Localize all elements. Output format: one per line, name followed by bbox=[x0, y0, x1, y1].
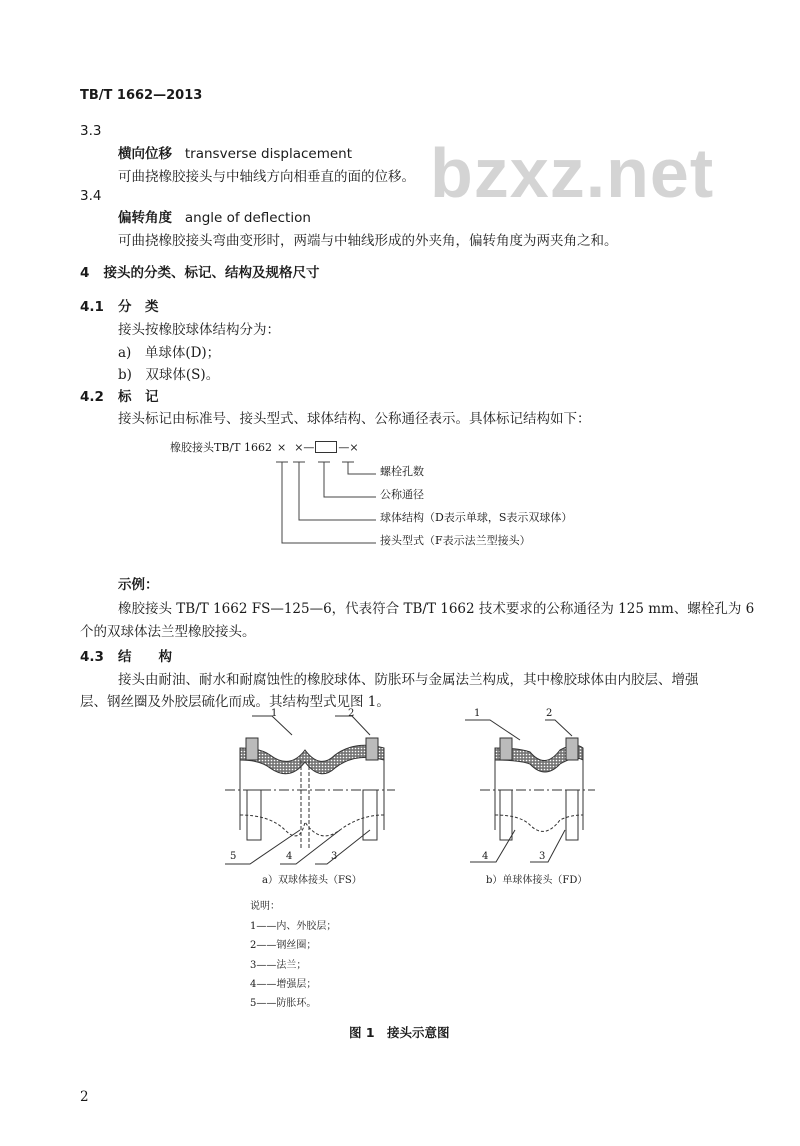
marking-x1: × bbox=[276, 440, 287, 454]
term-3-3 bbox=[118, 148, 352, 162]
section-title: 标 记 bbox=[118, 389, 159, 405]
definition-3-4: 可曲挠橡胶接头弯曲变形时，两端与中轴线形成的外夹角，偏转角度为两夹角之和。 bbox=[118, 233, 618, 249]
example-line: 橡胶接头 TB/T 1662 FS—125—6，代表符合 TB/T 1662 技术要求的公称通径为 125 mm、螺栓孔为 6 bbox=[118, 601, 755, 617]
callout-b-3: 3 bbox=[539, 851, 546, 862]
legend-item: 1——内、外胶层； bbox=[250, 921, 337, 932]
list-item: b) 双球体(S)。 bbox=[118, 367, 220, 383]
page-number: 2 bbox=[80, 1089, 89, 1105]
term-3-4 bbox=[118, 212, 311, 226]
callout-b-2: 2 bbox=[546, 708, 553, 719]
callout-a-1: 1 bbox=[271, 708, 278, 719]
watermark: bzxz.net bbox=[430, 134, 715, 212]
callout-a-3: 3 bbox=[331, 851, 338, 862]
legend-item: 3——法兰； bbox=[250, 960, 307, 971]
callout-a-4: 4 bbox=[286, 851, 293, 862]
marking-label-joint-type: 接头型式（F表示法兰型接头） bbox=[380, 534, 531, 547]
subcaption-b: b）单球体接头（FD） bbox=[486, 875, 588, 886]
callout-b-4: 4 bbox=[482, 851, 489, 862]
legend-item: 5——防胀环。 bbox=[250, 998, 317, 1009]
term-en: transverse displacement bbox=[184, 146, 353, 162]
callout-a-2: 2 bbox=[348, 708, 355, 719]
term-en: angle of deflection bbox=[184, 210, 311, 226]
section-4-3-heading bbox=[80, 651, 172, 665]
example-line: 个的双球体法兰型橡胶接头。 bbox=[80, 624, 256, 640]
term-cn: 偏转角度 bbox=[118, 210, 172, 226]
section-4-heading bbox=[80, 267, 320, 281]
section-title: 接头的分类、标记、结构及规格尺寸 bbox=[103, 265, 320, 281]
single-ball-joint-drawing bbox=[465, 720, 595, 862]
section-title: 分 类 bbox=[118, 299, 159, 315]
legend-item: 4——增强层； bbox=[250, 979, 317, 990]
marking-code-row bbox=[170, 441, 359, 453]
term-cn: 横向位移 bbox=[118, 146, 172, 162]
section-4-2-heading bbox=[80, 391, 159, 405]
marking-prefix: 橡胶接头TB/T 1662 bbox=[170, 440, 272, 454]
definition-3-3: 可曲挠橡胶接头与中轴线方向相垂直的面的位移。 bbox=[118, 169, 415, 185]
section-number: 4 bbox=[80, 265, 90, 281]
subcaption-a: a）双球体接头（FS） bbox=[262, 875, 362, 886]
example-label: 示例： bbox=[118, 577, 159, 593]
callout-b-1: 1 bbox=[474, 708, 481, 719]
structure-text: 层、钢丝圈及外胶层硫化而成。其结构型式见图 1。 bbox=[80, 694, 390, 710]
section-title: 结 构 bbox=[118, 649, 173, 665]
marking-intro: 接头标记由标准号、接头型式、球体结构、公称通径表示。具体标记结构如下： bbox=[118, 411, 591, 427]
legend-title: 说明： bbox=[250, 901, 280, 912]
legend-item: 2——钢丝圈； bbox=[250, 940, 317, 951]
marking-x2: ×— bbox=[294, 440, 315, 454]
figure-caption: 图 1 接头示意图 bbox=[349, 1025, 450, 1040]
structure-text: 接头由耐油、耐水和耐腐蚀性的橡胶球体、防胀环与金属法兰构成，其中橡胶球体由内胶层、增强 bbox=[118, 672, 699, 688]
callout-a-5: 5 bbox=[230, 851, 237, 862]
marking-label-nominal-diameter: 公称通径 bbox=[380, 488, 424, 501]
section-4-1-heading bbox=[80, 301, 159, 315]
section-3-3-number: 3.3 bbox=[80, 123, 102, 139]
section-3-4-number: 3.4 bbox=[80, 188, 102, 204]
marking-label-ball-structure: 球体结构（D表示单球，S表示双球体） bbox=[380, 511, 573, 524]
list-item: a) 单球体(D)； bbox=[118, 345, 221, 361]
section-number: 4.3 bbox=[80, 649, 104, 665]
page-header: TB/T 1662—2013 bbox=[80, 88, 203, 103]
section-number: 4.1 bbox=[80, 299, 104, 315]
classification-intro: 接头按橡胶球体结构分为： bbox=[118, 322, 280, 338]
marking-blank-box bbox=[315, 441, 337, 453]
double-ball-joint-drawing bbox=[225, 716, 395, 864]
section-number: 4.2 bbox=[80, 389, 104, 405]
marking-label-bolt-holes: 螺栓孔数 bbox=[380, 465, 424, 478]
marking-x3: —× bbox=[338, 440, 359, 454]
